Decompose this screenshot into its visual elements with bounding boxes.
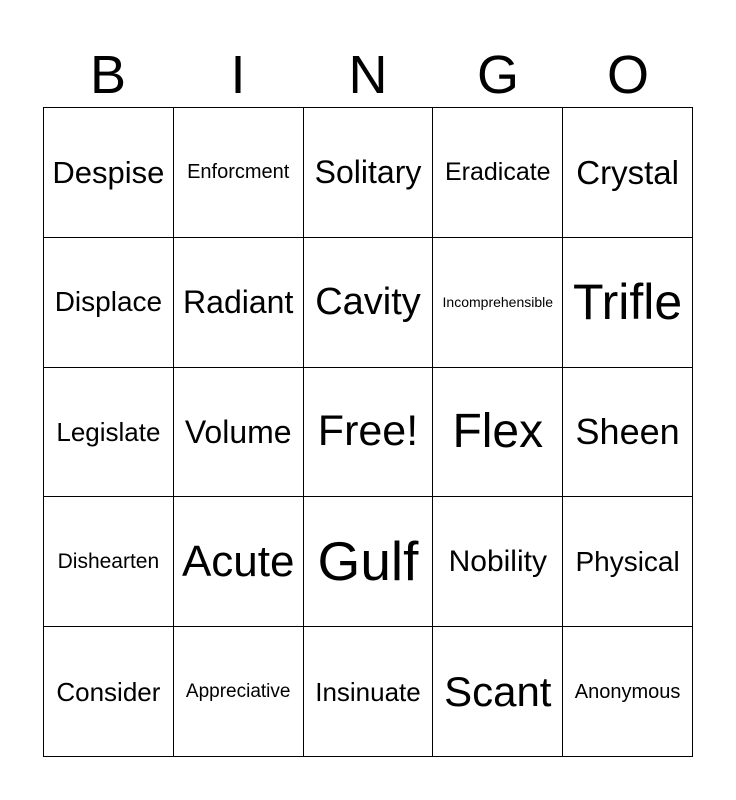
cell-word: Displace	[54, 286, 163, 318]
bingo-cell[interactable]	[563, 368, 693, 498]
bingo-cell[interactable]	[563, 108, 693, 238]
header-letter-n: N	[348, 45, 388, 105]
bingo-cell[interactable]	[433, 627, 563, 757]
bingo-cell[interactable]	[433, 238, 563, 368]
cell-word: Physical	[575, 545, 680, 577]
bingo-cell[interactable]	[433, 108, 563, 238]
cell-word: Radiant	[183, 284, 294, 321]
bingo-cell[interactable]	[304, 497, 434, 627]
cell-word: Gulf	[317, 530, 419, 593]
cell-word: Solitary	[314, 154, 422, 191]
header-letter-o: O	[606, 45, 649, 105]
cell-word: Nobility	[448, 544, 547, 578]
cell-word: Incomprehensible	[442, 294, 554, 311]
cell-word: Acute	[181, 536, 295, 586]
bingo-cell[interactable]	[44, 497, 174, 627]
header-letter-b: B	[89, 45, 127, 105]
bingo-cell[interactable]	[304, 627, 434, 757]
cell-word: Insinuate	[315, 676, 421, 707]
bingo-cell[interactable]	[563, 497, 693, 627]
bingo-cell[interactable]	[174, 368, 304, 498]
cell-word: Anonymous	[574, 680, 681, 703]
cell-word: Enforcment	[187, 161, 290, 184]
bingo-header	[43, 45, 693, 105]
bingo-cell[interactable]	[304, 108, 434, 238]
bingo-cell[interactable]	[174, 238, 304, 368]
header-letter-i: I	[230, 45, 246, 105]
free-space-cell[interactable]	[304, 368, 434, 498]
bingo-cell[interactable]	[433, 368, 563, 498]
bingo-cell[interactable]	[563, 627, 693, 757]
cell-word: Legislate	[56, 416, 161, 447]
bingo-board	[43, 107, 693, 757]
bingo-cell[interactable]	[44, 238, 174, 368]
cell-word: Crystal	[576, 153, 679, 191]
bingo-cell[interactable]	[174, 627, 304, 757]
cell-word: Consider	[56, 676, 161, 707]
cell-word: Appreciative	[185, 681, 291, 703]
bingo-cell[interactable]	[44, 368, 174, 498]
cell-word: Scant	[444, 667, 552, 715]
bingo-cell[interactable]	[304, 238, 434, 368]
cell-word: Volume	[184, 413, 292, 450]
bingo-cell[interactable]	[174, 497, 304, 627]
bingo-cell[interactable]	[433, 497, 563, 627]
cell-word: Despise	[52, 154, 165, 190]
bingo-cell[interactable]	[44, 108, 174, 238]
cell-word: Trifle	[572, 274, 683, 331]
bingo-cell[interactable]	[44, 627, 174, 757]
cell-word: Eradicate	[444, 157, 551, 186]
bingo-cell[interactable]	[174, 108, 304, 238]
header-letter-g: G	[476, 45, 519, 105]
bingo-cell[interactable]	[563, 238, 693, 368]
cell-word: Sheen	[575, 410, 680, 452]
cell-word: Free!	[317, 407, 419, 456]
cell-word: Cavity	[315, 281, 421, 324]
cell-word: Dishearten	[57, 550, 160, 574]
cell-word: Flex	[452, 404, 544, 458]
